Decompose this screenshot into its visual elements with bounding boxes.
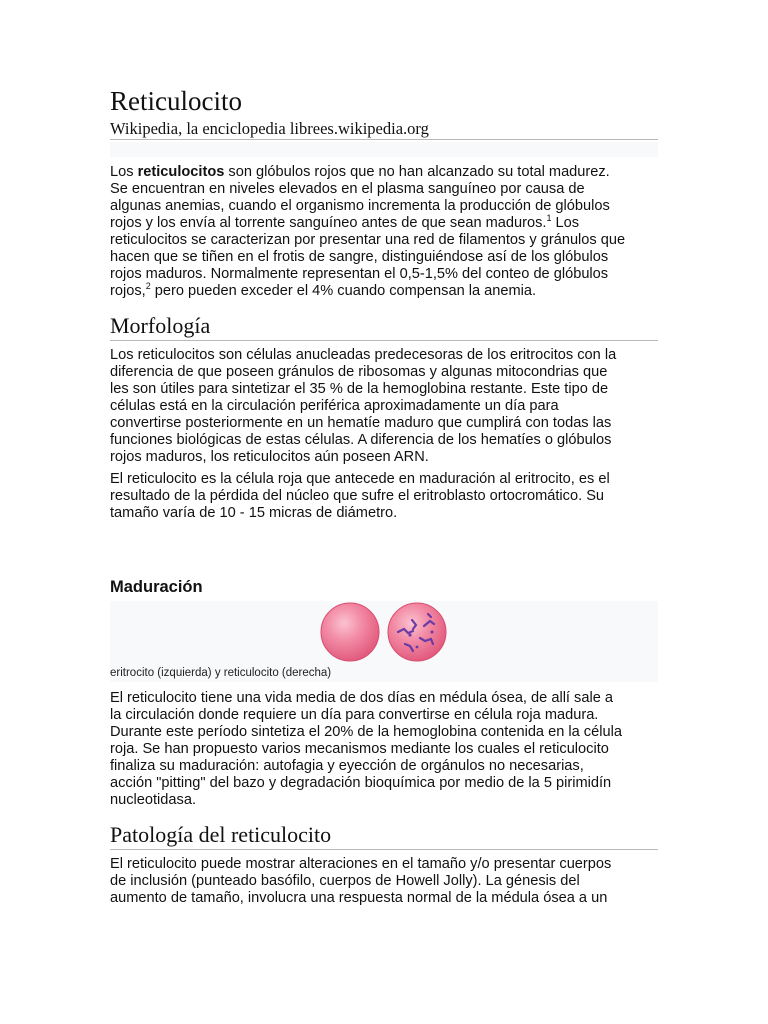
heading-morfologia: Morfología [110,313,211,338]
intro-line-6: hacen que se tiñen en el frotis de sangre, distinguiéndose así de los glóbulos [110,249,609,265]
text-line: células está en la circulación periférica aproximadamente un día para [110,398,559,414]
patologia-divider [110,849,658,850]
section-maduracion [110,577,658,597]
cells-image [320,602,450,669]
text-line: la circulación donde requiere un día para convertirse en célula roja madura. [110,707,599,723]
figure-caption: eritrocito (izquierda) y reticulocito (derecha) [110,667,332,679]
heading-patologia: Patología del reticulocito [110,822,332,847]
title-divider [110,139,658,140]
erythrocyte-icon [321,603,379,661]
reference-2[interactable]: 2 [145,281,151,291]
intro-paragraph [110,164,658,300]
intro-line-5: reticulocitos se caracterizan por presentar una red de filamentos y gránulos que [110,232,626,248]
intro-line-4: rojos y los envía al torrente sanguíneo antes de que sean maduros.$^1$ Los [110,213,580,231]
text-line: convertirse posteriormente en un hematíe maduro que cumplirá con todas las [110,415,612,431]
intro-line-3: algunas anemias, cuando el organismo incrementa la producción de glóbulos [110,198,610,214]
page-subtitle: Wikipedia, la enciclopedia librees.wikipedia.org [110,119,429,138]
text-line: diferencia de que poseen gránulos de ribosomas y algunas mitocondrias que [110,364,608,380]
intro-line-8: rojos,$^2$ pero pueden exceder el 4% cuando compensan la anemia. [110,281,537,299]
reference-1[interactable]: 1 [546,213,552,223]
section-patologia [110,822,658,848]
text-line: Los reticulocitos son células anucleadas predecesoras de los eritrocitos con la [110,347,617,363]
morfologia-divider [110,340,658,341]
text-line: finaliza su maduración: autofagia y eyección de orgánulos no necesarias, [110,758,584,774]
text-line: Durante este período sintetiza el 20% de la hemoglobina contenida en la célula [110,724,622,740]
text-line: rojos maduros, los reticulocitos aún poseen ARN. [110,449,429,465]
text-line: tamaño varía de 10 - 15 micras de diámetro. [110,505,398,521]
text-line: resultado de la pérdida del núcleo que sufre el eritroblasto ortocromático. Su [110,488,605,504]
patologia-paragraph [110,856,658,907]
text-line: les son útiles para sintetizar el 35 % de la hemoglobina restante. Este tipo de [110,381,609,397]
intro-line-1: Los reticulocitos son glóbulos rojos que no han alcanzado su total madurez. [110,164,610,180]
text-line: El reticulocito tiene una vida media de dos días en médula ósea, de allí sale a [110,690,613,706]
figure-cells [110,601,658,682]
text-line: de inclusión (punteado basófilo, cuerpos de Howell Jolly). La génesis del [110,873,580,889]
bold-term: reticulocitos [137,164,225,180]
morfologia-paragraph-1 [110,347,658,466]
page-title: Reticulocito [110,86,242,116]
morfologia-paragraph-2 [110,471,658,522]
text-line: aumento de tamaño, involucra una respuesta normal de la médula ósea a un [110,890,608,906]
gray-strip [110,142,658,157]
text-line: acción "pitting" del bazo y degradación bioquímica por medio de la 5 pirimidín [110,775,612,791]
text-line: El reticulocito puede mostrar alteraciones en el tamaño y/o presentar cuerpos [110,856,612,872]
maduracion-paragraph [110,690,658,809]
reticulocyte-icon [388,603,446,661]
intro-line-7: rojos maduros. Normalmente representan el 0,5-1,5% del conteo de glóbulos [110,266,609,282]
intro-line-2: Se encuentran en niveles elevados en el plasma sanguíneo por causa de [110,181,585,197]
text-line: nucleotidasa. [110,792,197,808]
heading-maduracion: Maduración [110,578,203,596]
text-line: El reticulocito es la célula roja que antecede en maduración al eritrocito, es el [110,471,610,487]
text-line: funciones biológicas de estas células. A diferencia de los hematíes o glóbulos [110,432,612,448]
section-morfologia [110,313,658,339]
title-block [110,85,658,139]
text-line: roja. Se han propuesto varios mecanismos mediante los cuales el reticulocito [110,741,609,757]
